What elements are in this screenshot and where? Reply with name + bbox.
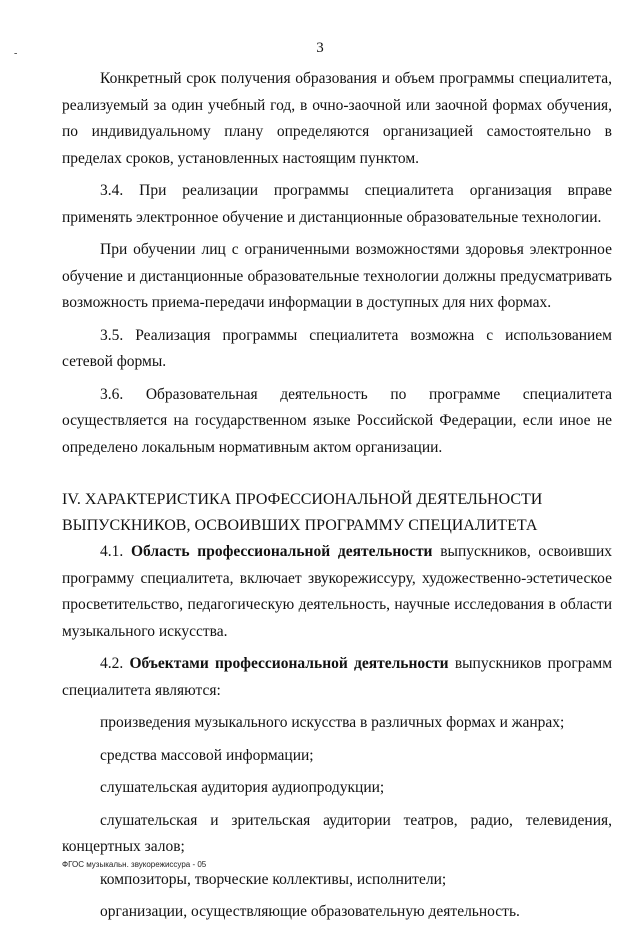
paragraph-3-5: 3.5. Реализация программы специалитета возможна с использованием сетевой формы. — [62, 326, 612, 370]
paragraph-4-2 — [62, 651, 612, 704]
paragraph-3-6: 3.6. Образовательная деятельность по программе специалитета осуществляется на государственном языке Российской Федерации, если иное не определено локальным нормативным актом организации. — [62, 385, 612, 456]
paragraph-3-4: 3.4. При реализации программы специалитета организация вправе применять электронное обучение и дистанционные образовательные технологии. — [62, 182, 612, 226]
paragraph-4-1-text: выпускников, освоивших программу специалитета, включает звукорежиссуру, художественно-эстетическое просветительство, педагогическую деятельность, научные исследования в области музыкального искусства. — [62, 543, 613, 640]
paragraph-disabled-learners: При обучении лиц с ограниченными возможностями здоровья электронное обучение и дистанционные образовательные технологии должны предусматривать возможность приема-передачи информации в доступных для них формах. — [62, 241, 612, 311]
page-number: 3 — [316, 40, 324, 56]
section-heading — [62, 487, 612, 539]
paragraph-4-2-bold: Объектами профессиональной деятельности — [129, 655, 449, 672]
list-item: произведения музыкального искусства в различных формах и жанрах; — [100, 714, 565, 731]
document-body — [62, 66, 612, 926]
section-heading-line-2: ВЫПУСКНИКОВ, ОСВОИВШИХ ПРОГРАММУ СПЕЦИАЛИТЕТА — [62, 517, 538, 534]
footer-label: ФГОС музыкальн. звукорежиссура - 05 — [62, 860, 207, 869]
paragraph-term: Конкретный срок получения образования и объем программы специалитета, реализуемый за один учебный год, в очно-заочной или заочной формах обучения, по индивидуальному плану определяются организацией самостоятельно в пределах сроков, установленных настоящим пунктом. — [62, 70, 612, 167]
list-item: слушательская и зрительская аудитории театров, радио, телевидения, концертных залов; — [62, 811, 612, 855]
list-item: средства массовой информации; — [100, 746, 314, 764]
paragraph-4-1-number: 4.1. — [100, 543, 124, 560]
list-item: организации, осуществляющие образовательную деятельность. — [100, 903, 520, 920]
corner-mark: - — [14, 48, 18, 59]
paragraph-4-1-bold: Область профессиональной деятельности — [131, 543, 433, 560]
paragraph-4-1 — [62, 539, 612, 645]
paragraph-4-2-number: 4.2. — [100, 655, 124, 672]
list-item: композиторы, творческие коллективы, исполнители; — [100, 870, 447, 888]
list-item: слушательская аудитория аудиопродукции; — [100, 779, 385, 796]
section-heading-line-1: IV. ХАРАКТЕРИСТИКА ПРОФЕССИОНАЛЬНОЙ ДЕЯТЕЛЬНОСТИ — [62, 491, 543, 508]
paragraph-4-2-text: выпускников программ специалитета являются: — [62, 655, 612, 699]
